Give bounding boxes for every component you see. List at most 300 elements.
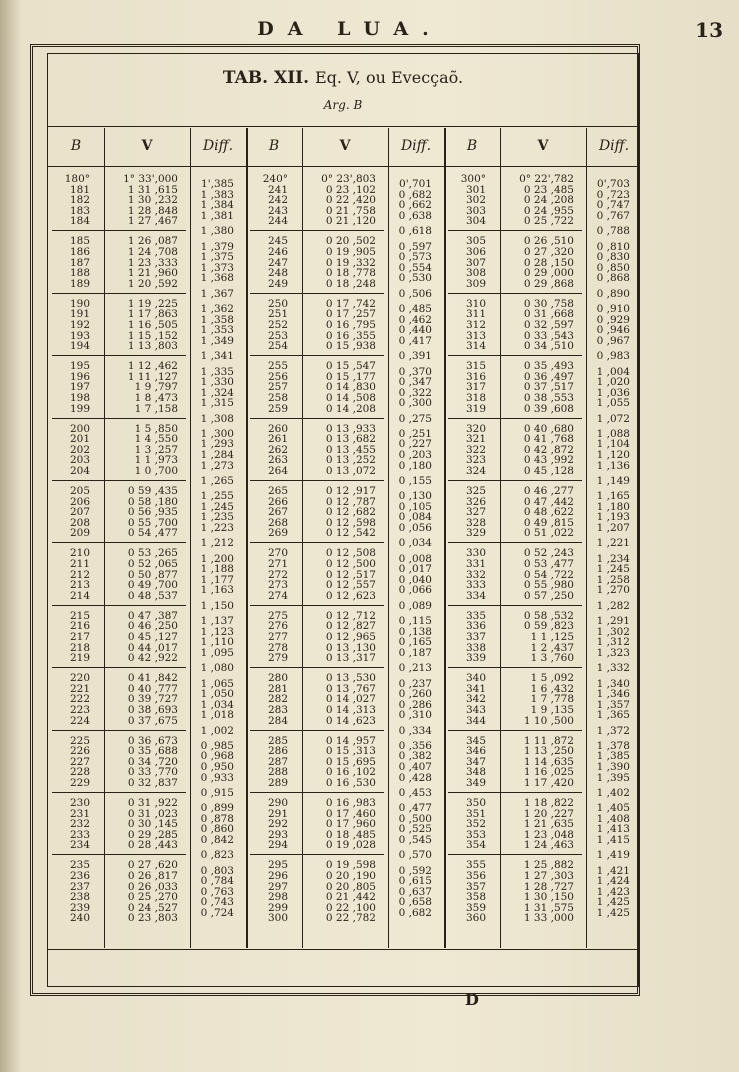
diff-value: 0 ,322 bbox=[398, 386, 432, 399]
v-value: 1 5 ,092 bbox=[530, 672, 574, 685]
block-separator bbox=[448, 293, 582, 294]
b-value: 245 bbox=[267, 235, 288, 248]
b-value: 232 bbox=[69, 818, 90, 831]
v-values-cell bbox=[104, 736, 178, 789]
b-value: 313 bbox=[465, 329, 486, 342]
v-value: 1° 33',000 bbox=[123, 173, 178, 185]
b-value: 218 bbox=[69, 641, 90, 654]
v-values-cell bbox=[302, 860, 376, 924]
b-value: 345 bbox=[465, 734, 486, 747]
diff-value: 1 ,034 bbox=[200, 698, 234, 711]
diff-value: 1 ,095 bbox=[200, 646, 234, 659]
b-values-cell bbox=[246, 174, 288, 227]
b-values-cell bbox=[48, 798, 90, 851]
diff-values-cell bbox=[190, 741, 234, 783]
v-value: 0 13 ,130 bbox=[325, 641, 376, 654]
v-value: 0 24 ,208 bbox=[523, 194, 574, 207]
b-value: 343 bbox=[465, 703, 486, 716]
b-value: 285 bbox=[267, 734, 288, 747]
diff-value: 0 ,525 bbox=[398, 823, 432, 836]
b-value: 295 bbox=[267, 859, 288, 872]
diff-value: 0 ,115 bbox=[398, 615, 432, 628]
v-value: 0 18 ,248 bbox=[325, 277, 376, 290]
diff-values-cell bbox=[190, 491, 234, 533]
b-values-cell bbox=[48, 860, 90, 924]
b-value: 302 bbox=[465, 194, 486, 207]
diff-value: 0 ,347 bbox=[398, 376, 432, 389]
v-value: 0 17 ,742 bbox=[325, 297, 376, 310]
diff-value: 0 ,545 bbox=[398, 834, 432, 847]
diff-values-cell bbox=[388, 803, 432, 845]
diff-values-cell bbox=[586, 741, 630, 783]
diff-values-cell bbox=[586, 679, 630, 721]
v-value: 1 8 ,473 bbox=[134, 391, 178, 404]
diff-value: 0 ,638 bbox=[398, 210, 432, 223]
b-values-cell bbox=[246, 236, 288, 289]
b-value: 297 bbox=[267, 880, 288, 893]
diff-value: 0 ,066 bbox=[398, 584, 432, 597]
diff-between-blocks: 1 ,149 bbox=[596, 475, 630, 487]
diff-between-blocks: 1 ,308 bbox=[200, 412, 234, 425]
b-value: 328 bbox=[465, 516, 486, 529]
v-value: 1 17 ,420 bbox=[523, 776, 574, 789]
column-head-v: V bbox=[537, 138, 549, 154]
page-number: 13 bbox=[695, 18, 723, 42]
b-value: 268 bbox=[267, 516, 288, 529]
b-value: 283 bbox=[267, 703, 288, 716]
b-value: 357 bbox=[465, 880, 486, 893]
table-subtitle: Eq. V, ou Evecçaõ. bbox=[314, 68, 464, 87]
b-value: 284 bbox=[267, 714, 288, 727]
column-head-diff: Diff. bbox=[400, 138, 432, 154]
b-value: 187 bbox=[69, 256, 90, 269]
v-value: 1 15 ,152 bbox=[127, 329, 178, 342]
diff-value: 0 ,743 bbox=[200, 896, 234, 909]
v-values-cell bbox=[500, 548, 574, 601]
b-value: 234 bbox=[69, 839, 90, 852]
v-values-cell bbox=[500, 673, 574, 726]
diff-between-blocks: 1 ,212 bbox=[200, 537, 234, 550]
diff-value: 1 ,312 bbox=[596, 636, 630, 649]
b-value: 180° bbox=[64, 173, 90, 185]
v-value: 0 36 ,673 bbox=[127, 734, 178, 747]
b-values-cell bbox=[246, 299, 288, 352]
diff-value: 1 ,375 bbox=[200, 251, 234, 264]
column-head-diff: Diff. bbox=[598, 138, 630, 154]
block-separator bbox=[448, 418, 582, 419]
v-value: 1 16 ,025 bbox=[523, 766, 574, 779]
diff-value: 0 ,784 bbox=[200, 875, 234, 888]
block-separator bbox=[52, 605, 186, 606]
v-value: 0 12 ,500 bbox=[325, 557, 376, 570]
v-value: 0 25 ,722 bbox=[523, 215, 574, 228]
b-value: 219 bbox=[69, 652, 90, 665]
diff-value: 0 ,462 bbox=[398, 313, 432, 326]
v-value: 0 45 ,128 bbox=[523, 464, 574, 477]
b-value: 190 bbox=[69, 297, 90, 310]
b-value: 310 bbox=[465, 297, 486, 310]
b-value: 215 bbox=[69, 609, 90, 622]
v-value: 0 40 ,680 bbox=[523, 422, 574, 435]
diff-values-cell bbox=[586, 429, 630, 471]
v-value: 1 23 ,048 bbox=[523, 828, 574, 841]
diff-values-cell bbox=[388, 679, 432, 721]
diff-between-blocks: 0 ,890 bbox=[596, 287, 630, 300]
b-value: 246 bbox=[267, 245, 288, 258]
b-values-cell bbox=[246, 486, 288, 539]
diff-value: 0 ,682 bbox=[398, 188, 432, 201]
v-value: 1 11 ,872 bbox=[523, 734, 574, 747]
v-value: 0 14 ,508 bbox=[325, 391, 376, 404]
block-separator bbox=[52, 730, 186, 731]
diff-values-cell bbox=[586, 367, 630, 409]
diff-value: 1 ,383 bbox=[200, 188, 234, 201]
v-value: 0 37 ,675 bbox=[127, 714, 178, 727]
block-separator bbox=[448, 480, 582, 481]
diff-value: 0 ,370 bbox=[398, 365, 432, 378]
v-value: 1 27 ,467 bbox=[127, 215, 178, 228]
v-value: 1 28 ,848 bbox=[127, 204, 178, 217]
v-value: 0 16 ,530 bbox=[325, 776, 376, 789]
v-value: 0 29 ,285 bbox=[127, 828, 178, 841]
v-value: 0 15 ,938 bbox=[325, 340, 376, 353]
column-header-row bbox=[48, 128, 638, 167]
diff-value: 0 ,597 bbox=[398, 240, 432, 253]
b-value: 286 bbox=[267, 745, 288, 758]
diff-value: 0 ,860 bbox=[200, 823, 234, 836]
diff-value: 0 ,251 bbox=[398, 427, 432, 440]
v-value: 0 43 ,992 bbox=[523, 454, 574, 467]
diff-value: 0 ,017 bbox=[398, 563, 432, 576]
b-value: 300 bbox=[267, 912, 288, 925]
v-value: 0 31 ,023 bbox=[127, 807, 178, 820]
table-header bbox=[48, 54, 638, 127]
diff-value: 1 ,385 bbox=[596, 750, 630, 763]
diff-value: 1 ,335 bbox=[200, 365, 234, 378]
diff-value: 0 ,724 bbox=[200, 907, 234, 920]
b-value: 231 bbox=[69, 807, 90, 820]
b-value: 210 bbox=[69, 547, 90, 560]
v-value: 0 16 ,355 bbox=[325, 329, 376, 342]
v-value: 0 41 ,842 bbox=[127, 672, 178, 685]
b-value: 240 bbox=[69, 912, 90, 925]
v-value: 0 27 ,320 bbox=[523, 245, 574, 258]
b-value: 352 bbox=[465, 818, 486, 831]
v-value: 0 33 ,770 bbox=[127, 766, 178, 779]
v-value: 1 25 ,882 bbox=[523, 859, 574, 872]
b-value: 264 bbox=[267, 464, 288, 477]
b-value: 229 bbox=[69, 776, 90, 789]
diff-value: 0',701 bbox=[399, 178, 432, 191]
diff-value: 1 ,110 bbox=[200, 636, 234, 649]
v-values-cell bbox=[302, 673, 376, 726]
v-value: 0 22 ,782 bbox=[325, 912, 376, 925]
b-value: 327 bbox=[465, 506, 486, 519]
v-values-cell bbox=[104, 236, 178, 289]
diff-value: 0 ,850 bbox=[596, 261, 630, 274]
v-value: 0 15 ,547 bbox=[325, 360, 376, 373]
b-values-cell bbox=[48, 361, 90, 414]
b-value: 251 bbox=[267, 308, 288, 321]
v-value: 1 20 ,592 bbox=[127, 277, 178, 290]
diff-value: 0 ,842 bbox=[200, 834, 234, 847]
v-values-cell bbox=[500, 611, 574, 664]
b-value: 336 bbox=[465, 620, 486, 633]
v-value: 1 21 ,635 bbox=[523, 818, 574, 831]
column-head-v: V bbox=[141, 138, 153, 154]
b-value: 248 bbox=[267, 267, 288, 280]
b-value: 333 bbox=[465, 579, 486, 592]
diff-value: 1 ,425 bbox=[596, 907, 630, 920]
diff-value: 1 ,200 bbox=[200, 552, 234, 565]
v-value: 1 0 ,700 bbox=[134, 464, 178, 477]
diff-value: 0 ,130 bbox=[398, 490, 432, 503]
table-title bbox=[48, 68, 638, 88]
b-value: 271 bbox=[267, 557, 288, 570]
diff-between-blocks: 0 ,618 bbox=[398, 225, 432, 238]
block-separator bbox=[52, 854, 186, 855]
v-value: 1 17 ,863 bbox=[127, 308, 178, 321]
b-value: 277 bbox=[267, 630, 288, 643]
diff-between-blocks: 0 ,823 bbox=[200, 849, 234, 862]
v-values-cell bbox=[104, 673, 178, 726]
diff-value: 1 ,245 bbox=[200, 500, 234, 513]
b-value: 262 bbox=[267, 443, 288, 456]
diff-value: 0 ,237 bbox=[398, 677, 432, 690]
v-values-cell bbox=[500, 486, 574, 539]
v-value: 0 12 ,682 bbox=[325, 506, 376, 519]
v-value: 0 18 ,485 bbox=[325, 828, 376, 841]
v-value: 0 23 ,102 bbox=[325, 183, 376, 196]
b-value: 233 bbox=[69, 828, 90, 841]
diff-value: 1 ,036 bbox=[596, 386, 630, 399]
v-value: 0 19 ,028 bbox=[325, 839, 376, 852]
b-values-cell bbox=[444, 424, 486, 477]
v-value: 0 54 ,477 bbox=[127, 527, 178, 540]
diff-value: 0 ,203 bbox=[398, 449, 432, 462]
diff-between-blocks: 0 ,034 bbox=[398, 537, 432, 550]
diff-value: 0 ,985 bbox=[200, 739, 234, 752]
v-values-cell bbox=[500, 860, 574, 924]
b-value: 291 bbox=[267, 807, 288, 820]
diff-value: 0 ,105 bbox=[398, 500, 432, 513]
b-value: 189 bbox=[69, 277, 90, 290]
b-value: 316 bbox=[465, 370, 486, 383]
diff-value: 0 ,008 bbox=[398, 552, 432, 565]
block-separator bbox=[448, 730, 582, 731]
b-values-cell bbox=[48, 736, 90, 789]
v-values-cell bbox=[500, 299, 574, 352]
v-value: 0 47 ,387 bbox=[127, 609, 178, 622]
b-values-cell bbox=[444, 486, 486, 539]
b-value: 329 bbox=[465, 527, 486, 540]
b-values-cell bbox=[246, 860, 288, 924]
v-value: 0 31 ,668 bbox=[523, 308, 574, 321]
v-value: 0 31 ,922 bbox=[127, 797, 178, 809]
v-values-cell bbox=[104, 486, 178, 539]
b-value: 209 bbox=[69, 527, 90, 540]
v-value: 0 34 ,720 bbox=[127, 755, 178, 768]
diff-value: 0 ,946 bbox=[596, 324, 630, 337]
v-value: 0 13 ,682 bbox=[325, 433, 376, 446]
diff-value: 0 ,723 bbox=[596, 188, 630, 201]
diff-between-blocks: 1 ,282 bbox=[596, 599, 630, 612]
diff-value: 1 ,284 bbox=[200, 449, 234, 462]
v-value: 0 14 ,313 bbox=[325, 703, 376, 716]
b-value: 212 bbox=[69, 568, 90, 581]
v-value: 0 30 ,758 bbox=[523, 297, 574, 310]
b-value: 207 bbox=[69, 506, 90, 519]
b-value: 199 bbox=[69, 402, 90, 415]
b-values-cell bbox=[246, 611, 288, 664]
v-value: 0 46 ,250 bbox=[127, 620, 178, 633]
block-separator bbox=[52, 667, 186, 668]
b-value: 305 bbox=[465, 235, 486, 248]
diff-values-cell bbox=[586, 616, 630, 658]
b-value: 314 bbox=[465, 340, 486, 353]
b-value: 235 bbox=[69, 859, 90, 872]
diff-values-cell bbox=[190, 429, 234, 471]
v-value: 0 36 ,497 bbox=[523, 370, 574, 383]
b-values-cell bbox=[246, 673, 288, 726]
b-value: 318 bbox=[465, 391, 486, 404]
b-value: 346 bbox=[465, 745, 486, 758]
b-value: 183 bbox=[69, 204, 90, 217]
block-separator bbox=[448, 854, 582, 855]
b-value: 184 bbox=[69, 215, 90, 228]
v-value: 0 48 ,537 bbox=[127, 589, 178, 602]
b-value: 260 bbox=[267, 422, 288, 435]
diff-value: 1 ,245 bbox=[596, 563, 630, 576]
b-value: 340 bbox=[465, 672, 486, 685]
v-value: 1 2 ,437 bbox=[530, 641, 574, 654]
diff-values-cell bbox=[388, 741, 432, 783]
b-value: 192 bbox=[69, 318, 90, 331]
diff-between-blocks: 1 ,380 bbox=[200, 225, 234, 238]
diff-values-cell bbox=[190, 866, 234, 919]
block-separator bbox=[52, 792, 186, 793]
v-value: 0 57 ,250 bbox=[523, 589, 574, 602]
b-value: 185 bbox=[69, 235, 90, 248]
v-value: 0 13 ,455 bbox=[325, 443, 376, 456]
v-value: 0 34 ,510 bbox=[523, 340, 574, 353]
diff-value: 1 ,055 bbox=[596, 397, 630, 410]
v-value: 1 3 ,760 bbox=[530, 652, 574, 665]
b-value: 323 bbox=[465, 454, 486, 467]
diff-value: 1 ,065 bbox=[200, 677, 234, 690]
v-value: 0 12 ,965 bbox=[325, 630, 376, 643]
b-value: 211 bbox=[69, 557, 90, 570]
v-value: 1 24 ,708 bbox=[127, 245, 178, 258]
v-value: 0 46 ,277 bbox=[523, 485, 574, 497]
b-value: 350 bbox=[465, 797, 486, 809]
v-value: 0 20 ,190 bbox=[325, 869, 376, 882]
block-separator bbox=[52, 480, 186, 481]
v-values-cell bbox=[302, 361, 376, 414]
diff-value: 1 ,357 bbox=[596, 698, 630, 711]
v-value: 0 37 ,517 bbox=[523, 381, 574, 394]
v-value: 0 19 ,598 bbox=[325, 859, 376, 872]
v-value: 1 7 ,778 bbox=[530, 693, 574, 706]
b-value: 308 bbox=[465, 267, 486, 280]
diff-value: 1 ,273 bbox=[200, 459, 234, 472]
v-value: 0 52 ,065 bbox=[127, 557, 178, 570]
diff-value: 0 ,830 bbox=[596, 251, 630, 264]
v-value: 0 13 ,530 bbox=[325, 672, 376, 685]
v-value: 0° 22',782 bbox=[519, 173, 574, 185]
diff-values-cell bbox=[190, 367, 234, 409]
v-value: 1 24 ,463 bbox=[523, 839, 574, 852]
v-value: 0 20 ,805 bbox=[325, 880, 376, 893]
v-values-cell bbox=[500, 236, 574, 289]
diff-value: 0 ,929 bbox=[596, 313, 630, 326]
b-value: 193 bbox=[69, 329, 90, 342]
block-separator bbox=[250, 542, 384, 543]
v-values-cell bbox=[302, 236, 376, 289]
b-value: 253 bbox=[267, 329, 288, 342]
v-value: 0 49 ,700 bbox=[127, 579, 178, 592]
v-value: 1 5 ,850 bbox=[134, 422, 178, 435]
v-values-cell bbox=[302, 736, 376, 789]
diff-value: 1 ,340 bbox=[596, 677, 630, 690]
v-value: 0 40 ,777 bbox=[127, 682, 178, 695]
b-values-cell bbox=[444, 361, 486, 414]
b-value: 299 bbox=[267, 901, 288, 914]
v-value: 1 1 ,125 bbox=[530, 630, 574, 643]
v-value: 1 20 ,227 bbox=[523, 807, 574, 820]
signature-mark: D bbox=[465, 990, 479, 1009]
v-values-cell bbox=[302, 424, 376, 477]
b-value: 304 bbox=[465, 215, 486, 228]
diff-value: 1 ,088 bbox=[596, 427, 630, 440]
v-value: 0 21 ,120 bbox=[325, 215, 376, 228]
b-value: 195 bbox=[69, 360, 90, 373]
diff-value: 0 ,950 bbox=[200, 761, 234, 774]
block-separator bbox=[52, 230, 186, 231]
diff-between-blocks: 0 ,506 bbox=[398, 287, 432, 300]
diff-value: 0 ,056 bbox=[398, 522, 432, 535]
b-value: 191 bbox=[69, 308, 90, 321]
diff-value: 1 ,415 bbox=[596, 834, 630, 847]
diff-value: 1 ,235 bbox=[200, 511, 234, 524]
diff-value: 0 ,500 bbox=[398, 812, 432, 825]
v-value: 0 12 ,917 bbox=[325, 485, 376, 497]
v-value: 0 55 ,700 bbox=[127, 516, 178, 529]
diff-value: 0 ,592 bbox=[398, 864, 432, 877]
diff-values-cell bbox=[388, 242, 432, 284]
diff-value: 1 ,315 bbox=[200, 397, 234, 410]
b-value: 296 bbox=[267, 869, 288, 882]
b-value: 181 bbox=[69, 183, 90, 196]
v-value: 0 53 ,265 bbox=[127, 547, 178, 560]
table-number: TAB. XII. bbox=[222, 68, 310, 88]
v-value: 0 20 ,502 bbox=[325, 235, 376, 248]
diff-between-blocks: 0 ,570 bbox=[398, 849, 432, 862]
diff-value: 0 ,286 bbox=[398, 698, 432, 711]
v-value: 1 9 ,135 bbox=[530, 703, 574, 716]
b-value: 220 bbox=[69, 672, 90, 685]
b-value: 317 bbox=[465, 381, 486, 394]
diff-between-blocks: 1 ,150 bbox=[200, 599, 234, 612]
b-value: 182 bbox=[69, 194, 90, 207]
b-value: 205 bbox=[69, 485, 90, 497]
b-value: 238 bbox=[69, 891, 90, 904]
diff-values-cell bbox=[190, 803, 234, 845]
b-value: 265 bbox=[267, 485, 288, 497]
table-inner-frame bbox=[47, 53, 639, 987]
diff-value: 1 ,346 bbox=[596, 688, 630, 701]
diff-value: 0 ,573 bbox=[398, 251, 432, 264]
